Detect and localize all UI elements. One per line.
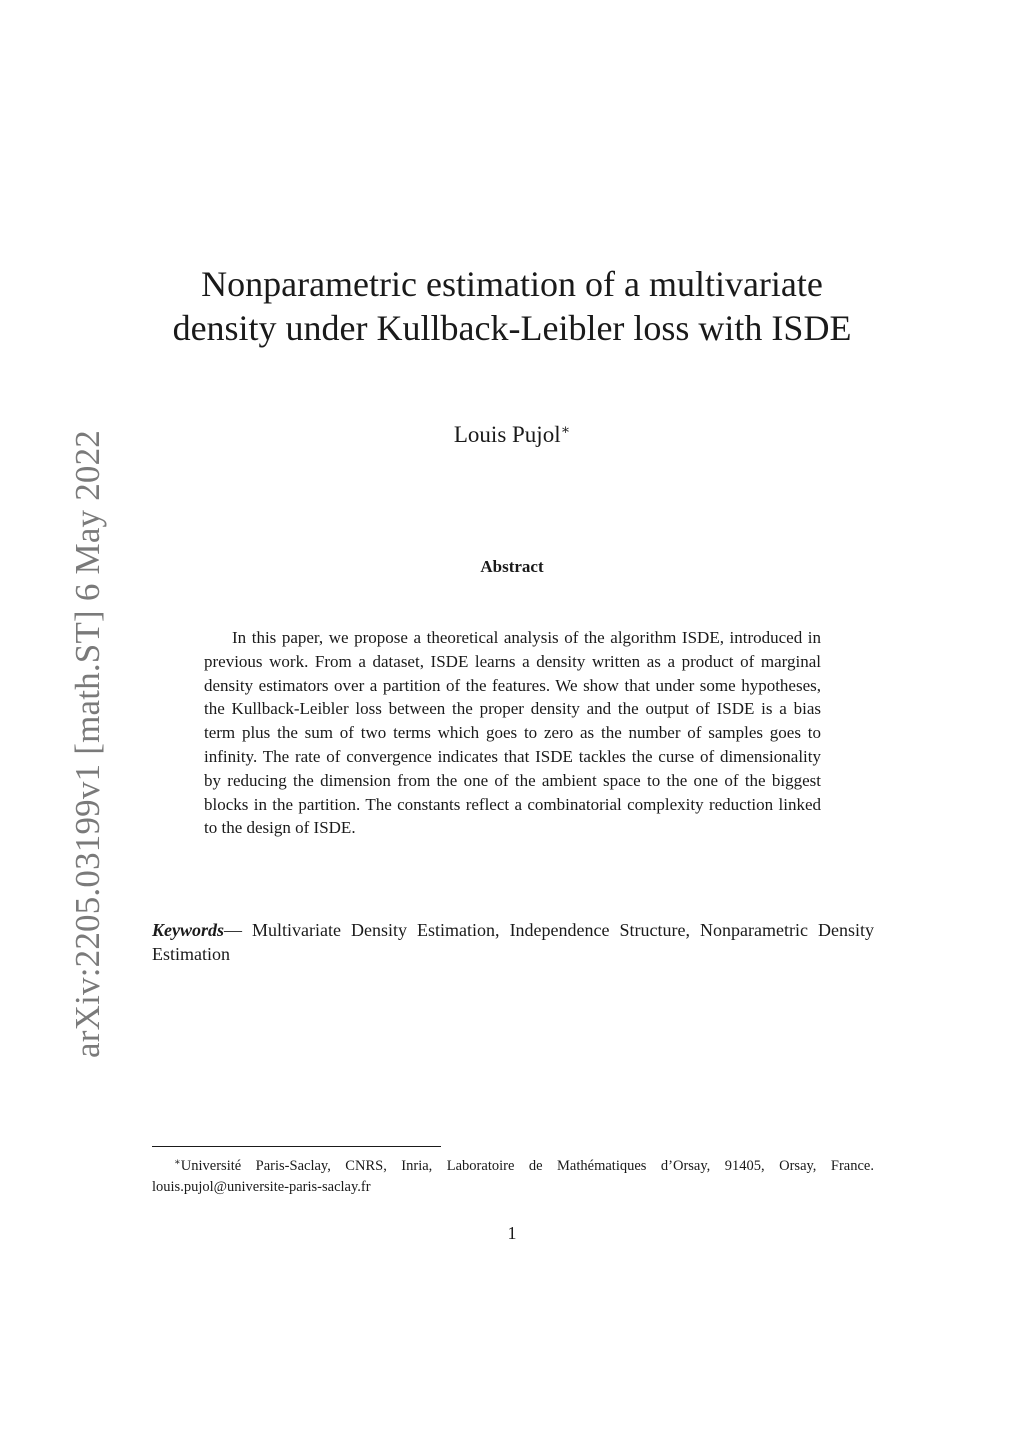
footnote-mark: ∗ (174, 1157, 181, 1168)
footnote-text: Université Paris-Saclay, CNRS, Inria, Laboratoire de Mathématiques d’Orsay, 91405, Orsay, France. louis.pujol@universite-paris-saclay.fr (152, 1158, 874, 1195)
arxiv-stamp (22, 429, 107, 1058)
title-line-2: density under Kullback-Leibler loss with ISDE (172, 308, 852, 348)
abstract-heading: Abstract (480, 557, 544, 576)
author-name: Louis Pujol (453, 422, 561, 447)
page-number: 1 (507, 1223, 517, 1243)
footnote-rule (152, 1146, 441, 1147)
keywords (152, 918, 874, 966)
footnote (152, 1152, 874, 1198)
title-line-1: Nonparametric estimation of a multivariate (201, 264, 823, 304)
keywords-label: Keywords (152, 920, 224, 940)
author-footnote-mark: ∗ (560, 423, 571, 438)
abstract-body: In this paper, we propose a theoretical analysis of the algorithm ISDE, introduced in previous work. From a dataset, ISDE learns a density written as a product of marginal density estimators over a partition of the features. We show that under some hypotheses, the Kullback-Leibler loss between the proper density and the output of ISDE is a bias term plus the sum of two terms which goes to zero as the number of samples goes to infinity. The rate of convergence indicates that ISDE tackles the curse of dimensionality by reducing the dimension from the one of the ambient space to the one of the biggest blocks in the partition. The constants reflect a combinatorial complexity reduction linked to the design of ISDE. (204, 628, 821, 838)
arxiv-identifier: arXiv:2205.03199v1 [math.ST] 6 May 2022 (68, 429, 107, 1058)
author (150, 416, 874, 450)
keywords-text: Multivariate Density Estimation, Independence Structure, Nonparametric Density Estimation (152, 920, 875, 964)
paper-title (150, 262, 874, 350)
keywords-separator: — (224, 920, 253, 940)
